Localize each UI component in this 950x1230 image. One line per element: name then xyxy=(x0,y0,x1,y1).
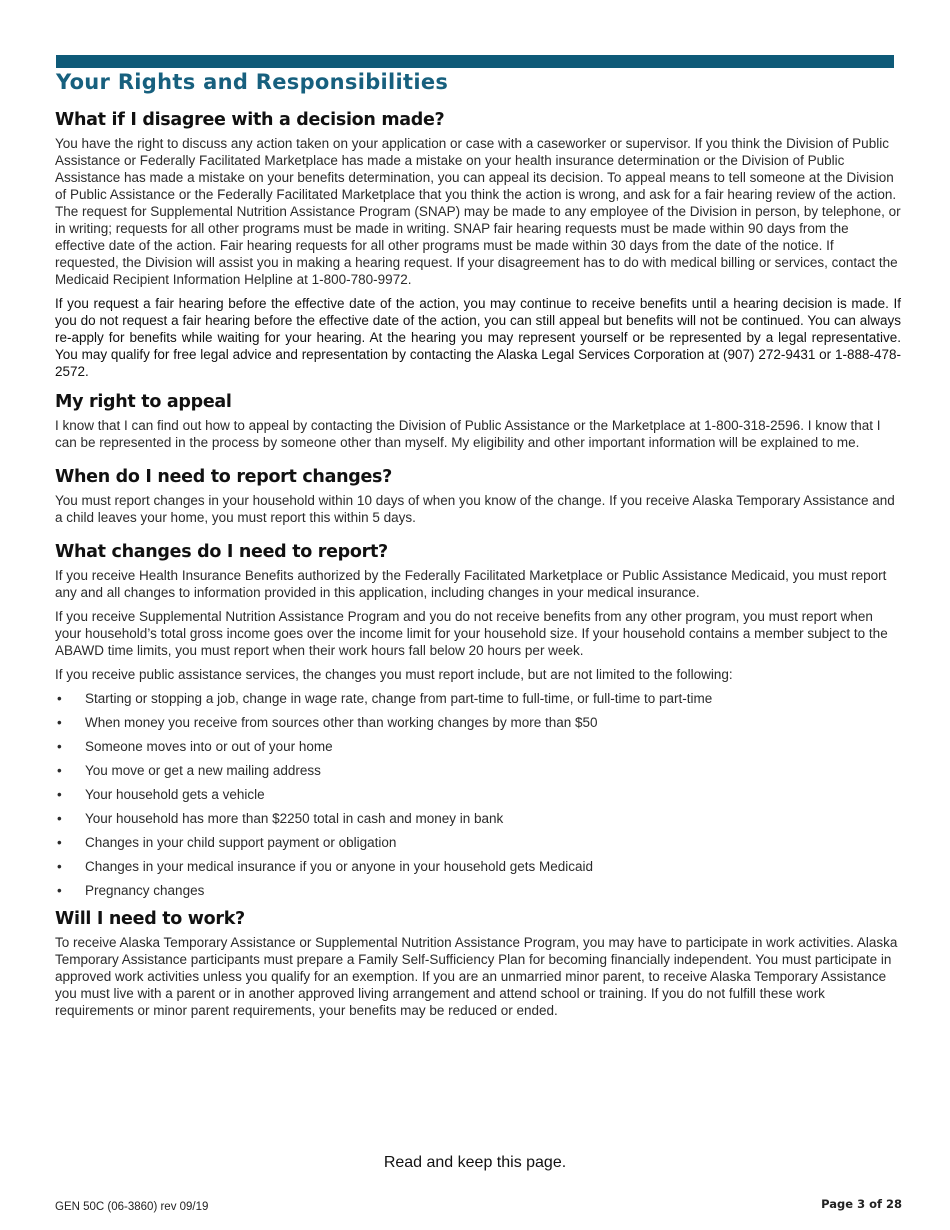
list-item: • You move or get a new mailing address xyxy=(57,763,321,778)
section-work xyxy=(55,909,901,1019)
section-what-report xyxy=(55,542,901,899)
section-heading-when-report: When do I need to report changes? xyxy=(55,467,393,487)
list-item: • Starting or stopping a job, change in wage rate, change from part-time to full-time, or full-time to part-time xyxy=(57,691,713,706)
page-number: Page 3 of 28 xyxy=(821,1197,902,1211)
page-title: Your Rights and Responsibilities xyxy=(56,70,449,94)
section-when-report xyxy=(55,467,901,526)
paragraph: If you request a fair hearing before the effective date of the action, you may continue to receive benefits until a hearing decision is made. If you do not request a fair hearing before the effective date of the action, you can still appeal but benefits will not be continued. You can always re-apply for benefits while waiting for your hearing. At the hearing you may represent yourself or be represented by a legal representative. You may qualify for free legal advice and representation by contacting the Alaska Legal Services Corporation at (907) 272-9431 or 1-888-478-2572. xyxy=(55,296,901,379)
bullet-icon: • xyxy=(57,835,62,850)
section-disagree xyxy=(55,110,901,380)
bullet-icon: • xyxy=(57,883,62,898)
document-body xyxy=(55,110,901,1026)
bullet-icon: • xyxy=(57,811,62,826)
paragraph: If you receive Health Insurance Benefits authorized by the Federally Facilitated Marketplace or Public Assistance Medicaid, you must report any and all changes to information provided in this application, including changes in your medical insurance. xyxy=(55,568,887,600)
bullet-icon: • xyxy=(57,787,62,802)
header-accent-bar xyxy=(56,55,894,68)
paragraph: I know that I can find out how to appeal by contacting the Division of Public Assistance or the Marketplace at 1-800-318-2596. I know that I can be represented in the process by someone other than myself. My eligibility and other important information will be explained to me. xyxy=(55,418,881,450)
bullet-icon: • xyxy=(57,763,62,778)
section-heading-appeal: My right to appeal xyxy=(55,392,232,412)
section-heading-disagree: What if I disagree with a decision made? xyxy=(55,110,445,130)
section-heading-what-report: What changes do I need to report? xyxy=(55,542,388,562)
paragraph: You have the right to discuss any action taken on your application or case with a caseworker or supervisor. If you think the Division of Public Assistance or Federally Facilitated Marketplace has made a mistake on your health insurance determination or the Division of Public Assistance has made a mistake on your benefits determination, you can appeal its decision. To appeal means to tell someone at the Division of Public Assistance or the Federally Facilitated Marketplace that you think the action is wrong, and ask for a fair hearing review of the action. The request for Supplemental Nutrition Assistance Program (SNAP) may be made to any employee of the Division in person, by telephone, or in writing; requests for all other programs must be made in writing. SNAP fair hearing requests must be made within 90 days from the effective date of the action. Fair hearing requests for all other programs must be made within 30 days from the date of the notice. If requested, the Division will assist you in making a hearing request. If your disagreement has to do with medical billing or services, contact the Medicaid Recipient Information Helpline at 1-800-780-9972. xyxy=(55,136,901,287)
paragraph: If you receive Supplemental Nutrition Assistance Program and you do not receive benefits from any other program, you must report when your household’s total gross income goes over the income limit for your household size. If your household contains a member subject to the ABAWD time limits, you must report when their work hours fall below 20 hours per week. xyxy=(55,609,888,658)
bullet-icon: • xyxy=(57,715,62,730)
changes-list xyxy=(55,690,901,899)
bullet-icon: • xyxy=(57,691,62,706)
footer-note: Read and keep this page. xyxy=(383,1154,567,1171)
list-item: • Your household gets a vehicle xyxy=(57,787,265,802)
section-appeal xyxy=(55,392,901,451)
form-id: GEN 50C (06-3860) rev 09/19 xyxy=(55,1201,209,1213)
paragraph: If you receive public assistance services, the changes you must report include, but are not limited to the following: xyxy=(55,667,733,682)
list-item: • Your household has more than $2250 total in cash and money in bank xyxy=(57,811,504,826)
paragraph: You must report changes in your household within 10 days of when you know of the change. If you receive Alaska Temporary Assistance and a child leaves your home, you must report this within 5 days. xyxy=(55,493,895,525)
list-item: • When money you receive from sources other than working changes by more than $50 xyxy=(57,715,598,730)
bullet-icon: • xyxy=(57,859,62,874)
list-item: • Changes in your child support payment or obligation xyxy=(57,835,397,850)
bullet-icon: • xyxy=(57,739,62,754)
section-heading-work: Will I need to work? xyxy=(55,909,245,929)
list-item: • Pregnancy changes xyxy=(57,883,205,898)
paragraph: To receive Alaska Temporary Assistance or Supplemental Nutrition Assistance Program, you may have to participate in work activities. Alaska Temporary Assistance participants must prepare a Family Self-Sufficiency Plan for becoming financially independent. You must participate in approved work activities unless you qualify for an exemption. If you are an unmarried minor parent, to receive Alaska Temporary Assistance you must live with a parent or in another approved living arrangement and attend school or training. If you do not fulfill these work requirements or minor parent requirements, your benefits may be reduced or ended. xyxy=(55,935,898,1018)
list-item: • Someone moves into or out of your home xyxy=(57,739,333,754)
list-item: • Changes in your medical insurance if you or anyone in your household gets Medicaid xyxy=(57,859,594,874)
